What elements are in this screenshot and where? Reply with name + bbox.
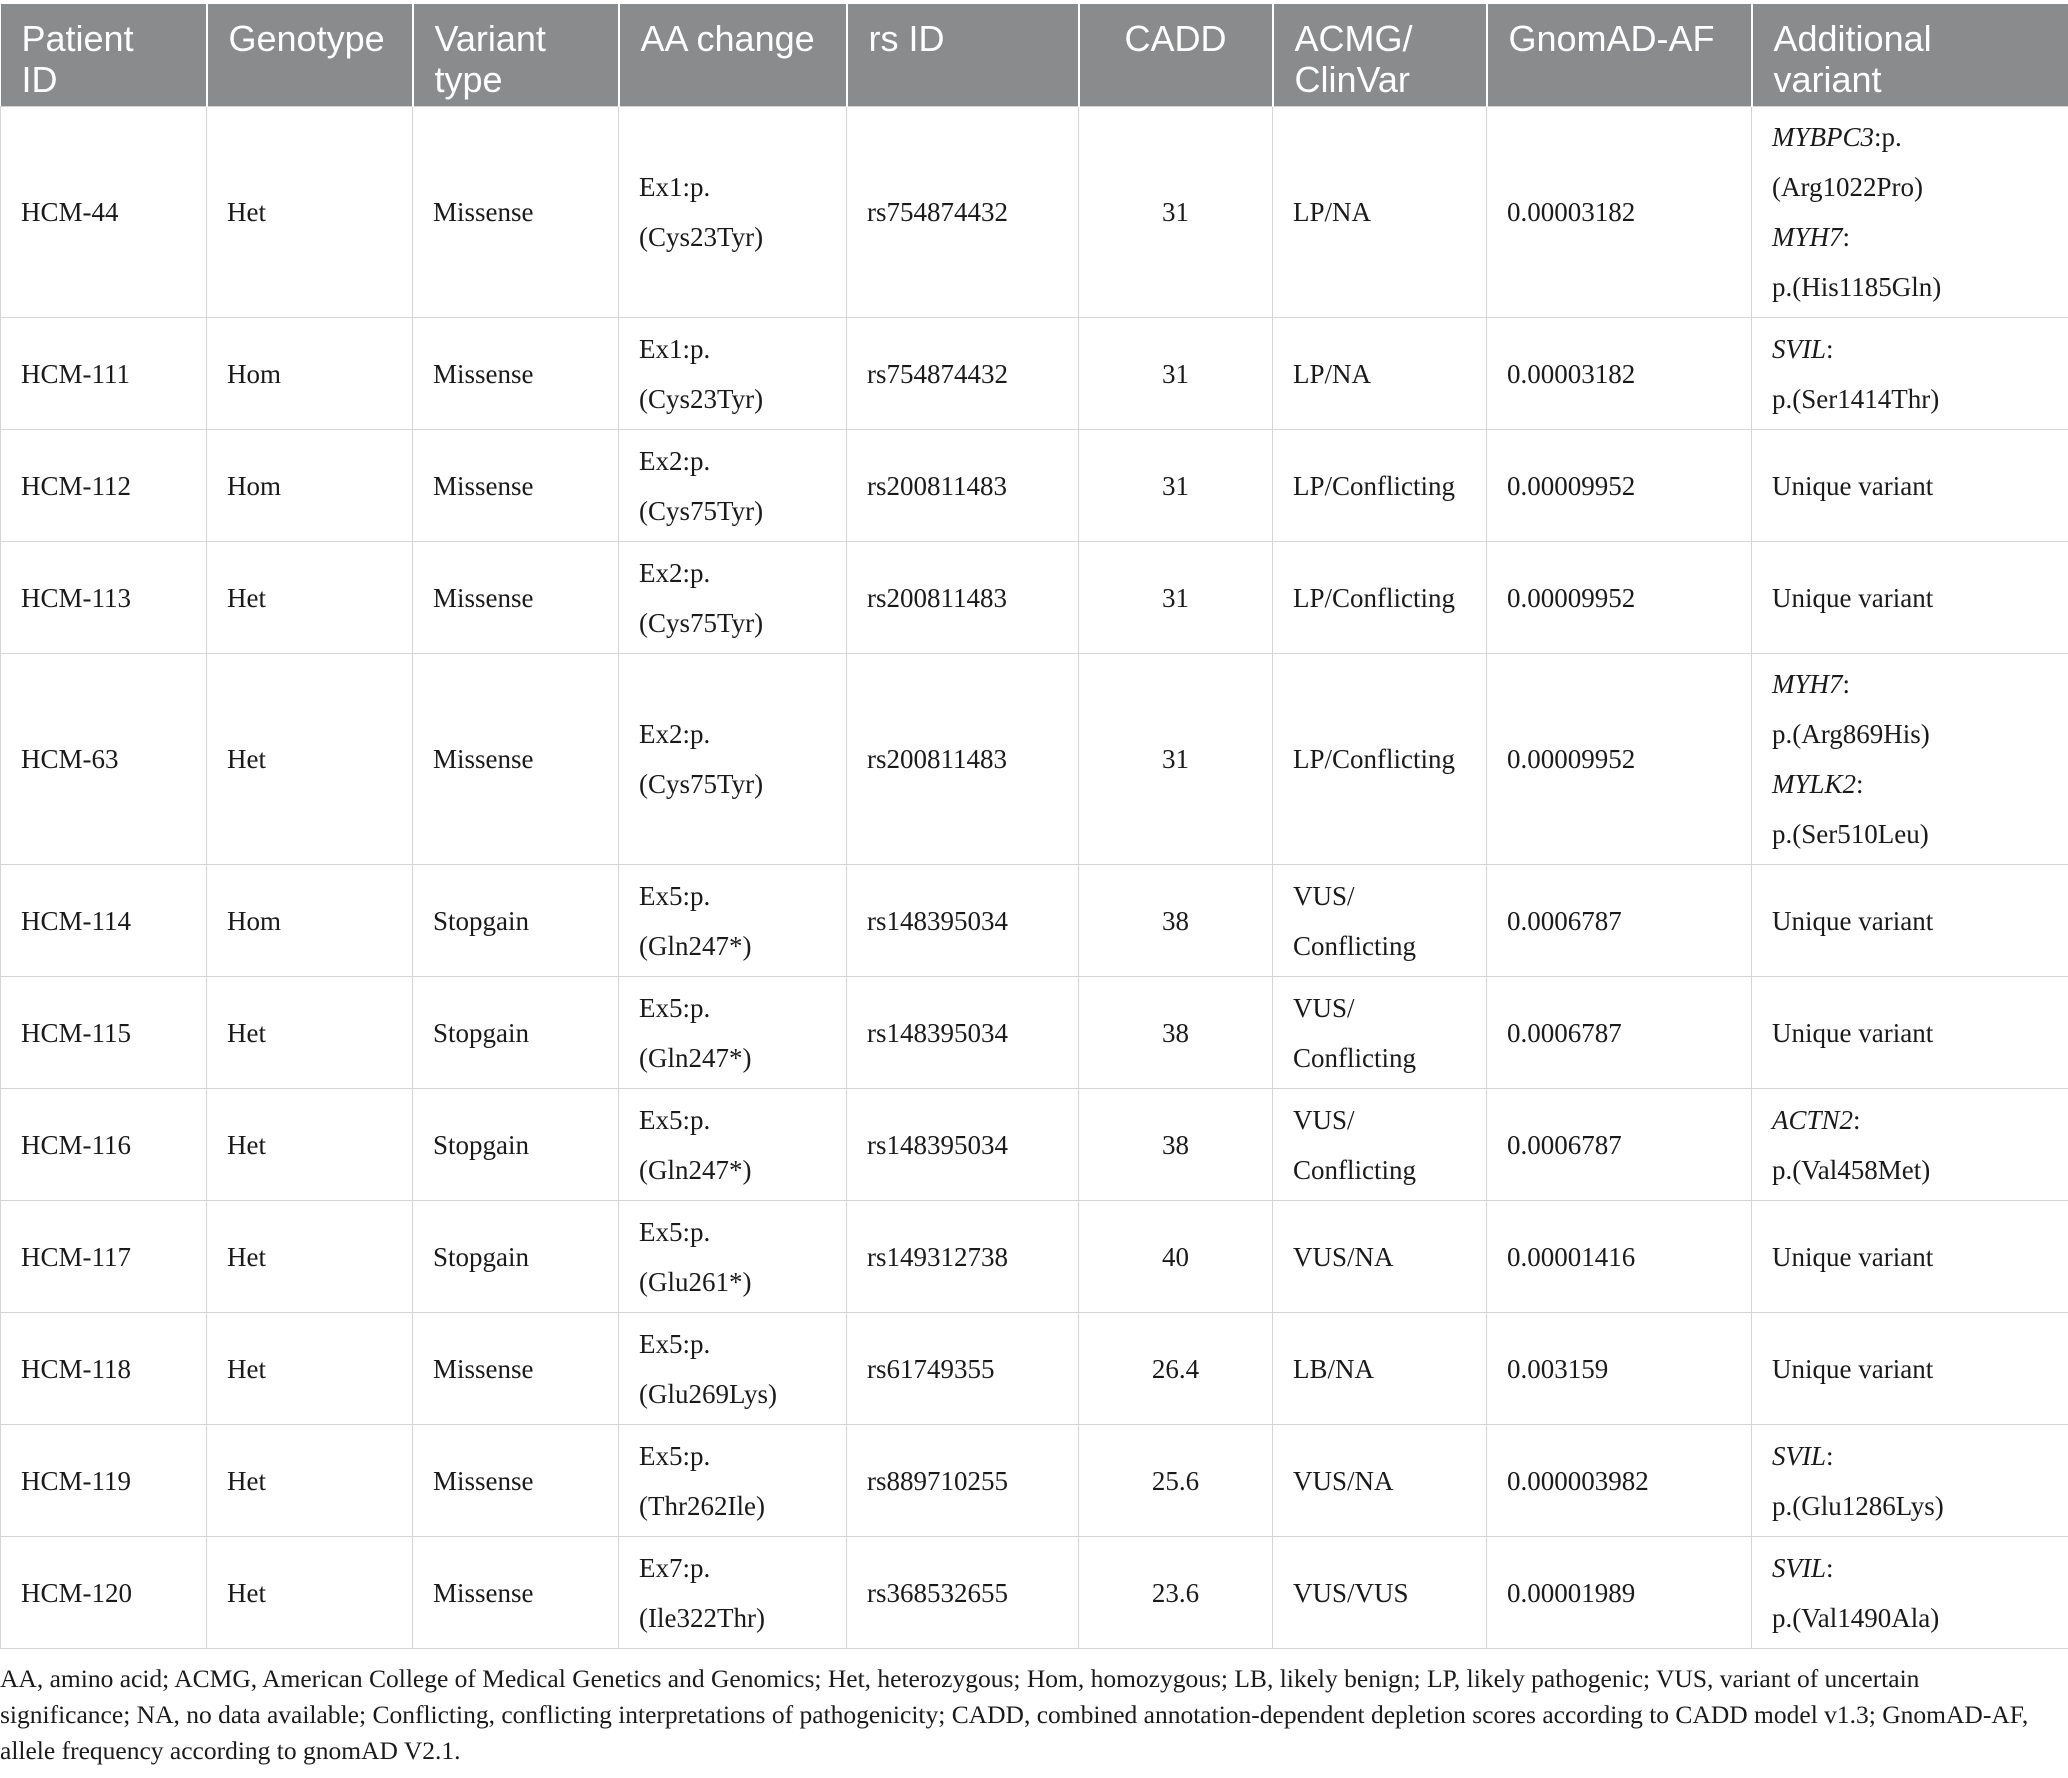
- variant-type-cell: Missense: [413, 1313, 619, 1425]
- aa-change-cell: Ex5:p. (Gln247*): [619, 865, 847, 977]
- header-cell: AA change: [619, 4, 847, 107]
- genotype-cell: Hom: [207, 865, 413, 977]
- gnomad-af-cell: 0.00001416: [1487, 1201, 1752, 1313]
- table-row: [1, 1313, 2068, 1425]
- gene-name: MYH7: [1772, 222, 1843, 252]
- aa-change-cell: Ex2:p. (Cys75Tyr): [619, 654, 847, 865]
- additional-variant-cell: SVIL: p.(Glu1286Lys): [1752, 1425, 2068, 1537]
- acmg-clinvar-cell: LP/Conflicting: [1273, 430, 1487, 542]
- header-cell: Genotype: [207, 4, 413, 107]
- acmg-clinvar-cell: VUS/ Conflicting: [1273, 977, 1487, 1089]
- genotype-cell: Het: [207, 1313, 413, 1425]
- aa-change-cell: Ex1:p. (Cys23Tyr): [619, 318, 847, 430]
- acmg-clinvar-cell: VUS/NA: [1273, 1201, 1487, 1313]
- rs-id-cell: rs368532655: [847, 1537, 1079, 1649]
- gnomad-af-cell: 0.00001989: [1487, 1537, 1752, 1649]
- gene-name: MYH7: [1772, 669, 1843, 699]
- gene-name: MYLK2: [1772, 769, 1857, 799]
- variant-type-cell: Missense: [413, 654, 619, 865]
- header-cell: Patient ID: [1, 4, 207, 107]
- rs-id-cell: rs754874432: [847, 107, 1079, 318]
- aa-change-cell: Ex5:p. (Gln247*): [619, 1089, 847, 1201]
- cadd-cell: 25.6: [1079, 1425, 1273, 1537]
- variant-type-cell: Missense: [413, 1537, 619, 1649]
- gnomad-af-cell: 0.00003182: [1487, 318, 1752, 430]
- table-row: [1, 654, 2068, 865]
- variant-type-cell: Missense: [413, 1425, 619, 1537]
- additional-variant-cell: Unique variant: [1752, 1201, 2068, 1313]
- gene-name: ACTN2: [1772, 1104, 1854, 1135]
- additional-variant-cell: Unique variant: [1752, 1313, 2068, 1425]
- table-row: [1, 107, 2068, 318]
- patient-id-cell: HCM-116: [1, 1089, 207, 1201]
- cadd-cell: 23.6: [1079, 1537, 1273, 1649]
- acmg-clinvar-cell: LP/Conflicting: [1273, 654, 1487, 865]
- genotype-cell: Hom: [207, 318, 413, 430]
- cadd-cell: 31: [1079, 318, 1273, 430]
- table-row: [1, 1425, 2068, 1537]
- additional-variant-cell: Unique variant: [1752, 542, 2068, 654]
- patient-id-cell: HCM-119: [1, 1425, 207, 1537]
- additional-variant-cell: ACTN2: p.(Val458Met): [1752, 1089, 2068, 1201]
- gnomad-af-cell: 0.00009952: [1487, 654, 1752, 865]
- table-body: [1, 107, 2068, 1649]
- acmg-clinvar-cell: LP/Conflicting: [1273, 542, 1487, 654]
- rs-id-cell: rs148395034: [847, 865, 1079, 977]
- aa-change-cell: Ex5:p. (Gln247*): [619, 977, 847, 1089]
- table-container: [0, 4, 2068, 1649]
- variant-type-cell: Missense: [413, 430, 619, 542]
- genotype-cell: Het: [207, 107, 413, 318]
- aa-change-cell: Ex5:p. (Glu261*): [619, 1201, 847, 1313]
- cadd-cell: 31: [1079, 542, 1273, 654]
- additional-variant-cell: SVIL: p.(Ser1414Thr): [1752, 318, 2068, 430]
- variant-type-cell: Missense: [413, 107, 619, 318]
- rs-id-cell: rs889710255: [847, 1425, 1079, 1537]
- cadd-cell: 31: [1079, 107, 1273, 318]
- gene-name: SVIL: [1772, 333, 1826, 364]
- additional-variant-cell: Unique variant: [1752, 430, 2068, 542]
- additional-variant-cell: MYH7: p.(Arg869His) MYLK2: p.(Ser510Leu): [1752, 654, 2068, 865]
- patient-id-cell: HCM-114: [1, 865, 207, 977]
- patient-id-cell: HCM-117: [1, 1201, 207, 1313]
- gene-name: SVIL: [1772, 1552, 1826, 1583]
- table-footnote: AA, amino acid; ACMG, American College of Medical Genetics and Genomics; Het, heterozygous; Hom, homozygous; LB, likely benign; LP, likely pathogenic; VUS, variant of uncertain significance; NA, no data available; Conflicting, conflicting interpretations of pathogenicity; CADD, combined annotation-dependent depletion scores according to CADD model v1.3; GnomAD-AF, allele frequency according to gnomAD V2.1.: [0, 1664, 2029, 1765]
- gene-name: MYBPC3: [1772, 122, 1875, 152]
- table-row: [1, 318, 2068, 430]
- variant-type-cell: Stopgain: [413, 977, 619, 1089]
- additional-variant-cell: Unique variant: [1752, 977, 2068, 1089]
- genotype-cell: Het: [207, 1201, 413, 1313]
- aa-change-cell: Ex5:p. (Glu269Lys): [619, 1313, 847, 1425]
- rs-id-cell: rs149312738: [847, 1201, 1079, 1313]
- rs-id-cell: rs200811483: [847, 430, 1079, 542]
- rs-id-cell: rs61749355: [847, 1313, 1079, 1425]
- table-row: [1, 1089, 2068, 1201]
- variant-type-cell: Stopgain: [413, 1201, 619, 1313]
- acmg-clinvar-cell: LP/NA: [1273, 107, 1487, 318]
- table-row: [1, 1537, 2068, 1649]
- rs-id-cell: rs200811483: [847, 542, 1079, 654]
- gnomad-af-cell: 0.0006787: [1487, 865, 1752, 977]
- cadd-cell: 38: [1079, 865, 1273, 977]
- header-cell: rs ID: [847, 4, 1079, 107]
- table-row: [1, 865, 2068, 977]
- header-cell: ACMG/ ClinVar: [1273, 4, 1487, 107]
- variant-type-cell: Stopgain: [413, 1089, 619, 1201]
- additional-variant-cell: MYBPC3:p. (Arg1022Pro) MYH7: p.(His1185Gln): [1752, 107, 2068, 318]
- aa-change-cell: Ex2:p. (Cys75Tyr): [619, 542, 847, 654]
- patient-id-cell: HCM-118: [1, 1313, 207, 1425]
- gnomad-af-cell: 0.0006787: [1487, 1089, 1752, 1201]
- gnomad-af-cell: 0.00009952: [1487, 430, 1752, 542]
- genotype-cell: Het: [207, 654, 413, 865]
- additional-variant-cell: SVIL: p.(Val1490Ala): [1752, 1537, 2068, 1649]
- cadd-cell: 31: [1079, 430, 1273, 542]
- gnomad-af-cell: 0.00009952: [1487, 542, 1752, 654]
- cadd-cell: 31: [1079, 654, 1273, 865]
- aa-change-cell: Ex2:p. (Cys75Tyr): [619, 430, 847, 542]
- genotype-cell: Het: [207, 1425, 413, 1537]
- header-cell: GnomAD-AF: [1487, 4, 1752, 107]
- variant-type-cell: Stopgain: [413, 865, 619, 977]
- table-row: [1, 1201, 2068, 1313]
- patient-id-cell: HCM-120: [1, 1537, 207, 1649]
- genotype-cell: Het: [207, 1537, 413, 1649]
- header-cell: Additional variant: [1752, 4, 2068, 107]
- aa-change-cell: Ex5:p. (Thr262Ile): [619, 1425, 847, 1537]
- acmg-clinvar-cell: VUS/ Conflicting: [1273, 865, 1487, 977]
- header-cell: CADD: [1079, 4, 1273, 107]
- cadd-cell: 38: [1079, 1089, 1273, 1201]
- genotype-cell: Het: [207, 977, 413, 1089]
- genotype-cell: Hom: [207, 430, 413, 542]
- patient-id-cell: HCM-112: [1, 430, 207, 542]
- gnomad-af-cell: 0.000003982: [1487, 1425, 1752, 1537]
- patient-id-cell: HCM-63: [1, 654, 207, 865]
- header-cell: Variant type: [413, 4, 619, 107]
- gene-name: SVIL: [1772, 1440, 1826, 1471]
- rs-id-cell: rs754874432: [847, 318, 1079, 430]
- genotype-cell: Het: [207, 1089, 413, 1201]
- rs-id-cell: rs148395034: [847, 1089, 1079, 1201]
- variant-type-cell: Missense: [413, 542, 619, 654]
- patient-id-cell: HCM-113: [1, 542, 207, 654]
- acmg-clinvar-cell: LP/NA: [1273, 318, 1487, 430]
- cadd-cell: 26.4: [1079, 1313, 1273, 1425]
- table-row: [1, 542, 2068, 654]
- table-row: [1, 430, 2068, 542]
- patient-id-cell: HCM-115: [1, 977, 207, 1089]
- variant-type-cell: Missense: [413, 318, 619, 430]
- acmg-clinvar-cell: LB/NA: [1273, 1313, 1487, 1425]
- table-row: [1, 977, 2068, 1089]
- aa-change-cell: Ex1:p. (Cys23Tyr): [619, 107, 847, 318]
- acmg-clinvar-cell: VUS/ Conflicting: [1273, 1089, 1487, 1201]
- gnomad-af-cell: 0.00003182: [1487, 107, 1752, 318]
- patient-id-cell: HCM-44: [1, 107, 207, 318]
- cadd-cell: 40: [1079, 1201, 1273, 1313]
- genotype-cell: Het: [207, 542, 413, 654]
- aa-change-cell: Ex7:p. (Ile322Thr): [619, 1537, 847, 1649]
- acmg-clinvar-cell: VUS/VUS: [1273, 1537, 1487, 1649]
- gnomad-af-cell: 0.003159: [1487, 1313, 1752, 1425]
- rs-id-cell: rs200811483: [847, 654, 1079, 865]
- cadd-cell: 38: [1079, 977, 1273, 1089]
- gnomad-af-cell: 0.0006787: [1487, 977, 1752, 1089]
- header-row: [1, 4, 2068, 107]
- acmg-clinvar-cell: VUS/NA: [1273, 1425, 1487, 1537]
- variant-table: [0, 4, 2068, 1649]
- patient-id-cell: HCM-111: [1, 318, 207, 430]
- rs-id-cell: rs148395034: [847, 977, 1079, 1089]
- additional-variant-cell: Unique variant: [1752, 865, 2068, 977]
